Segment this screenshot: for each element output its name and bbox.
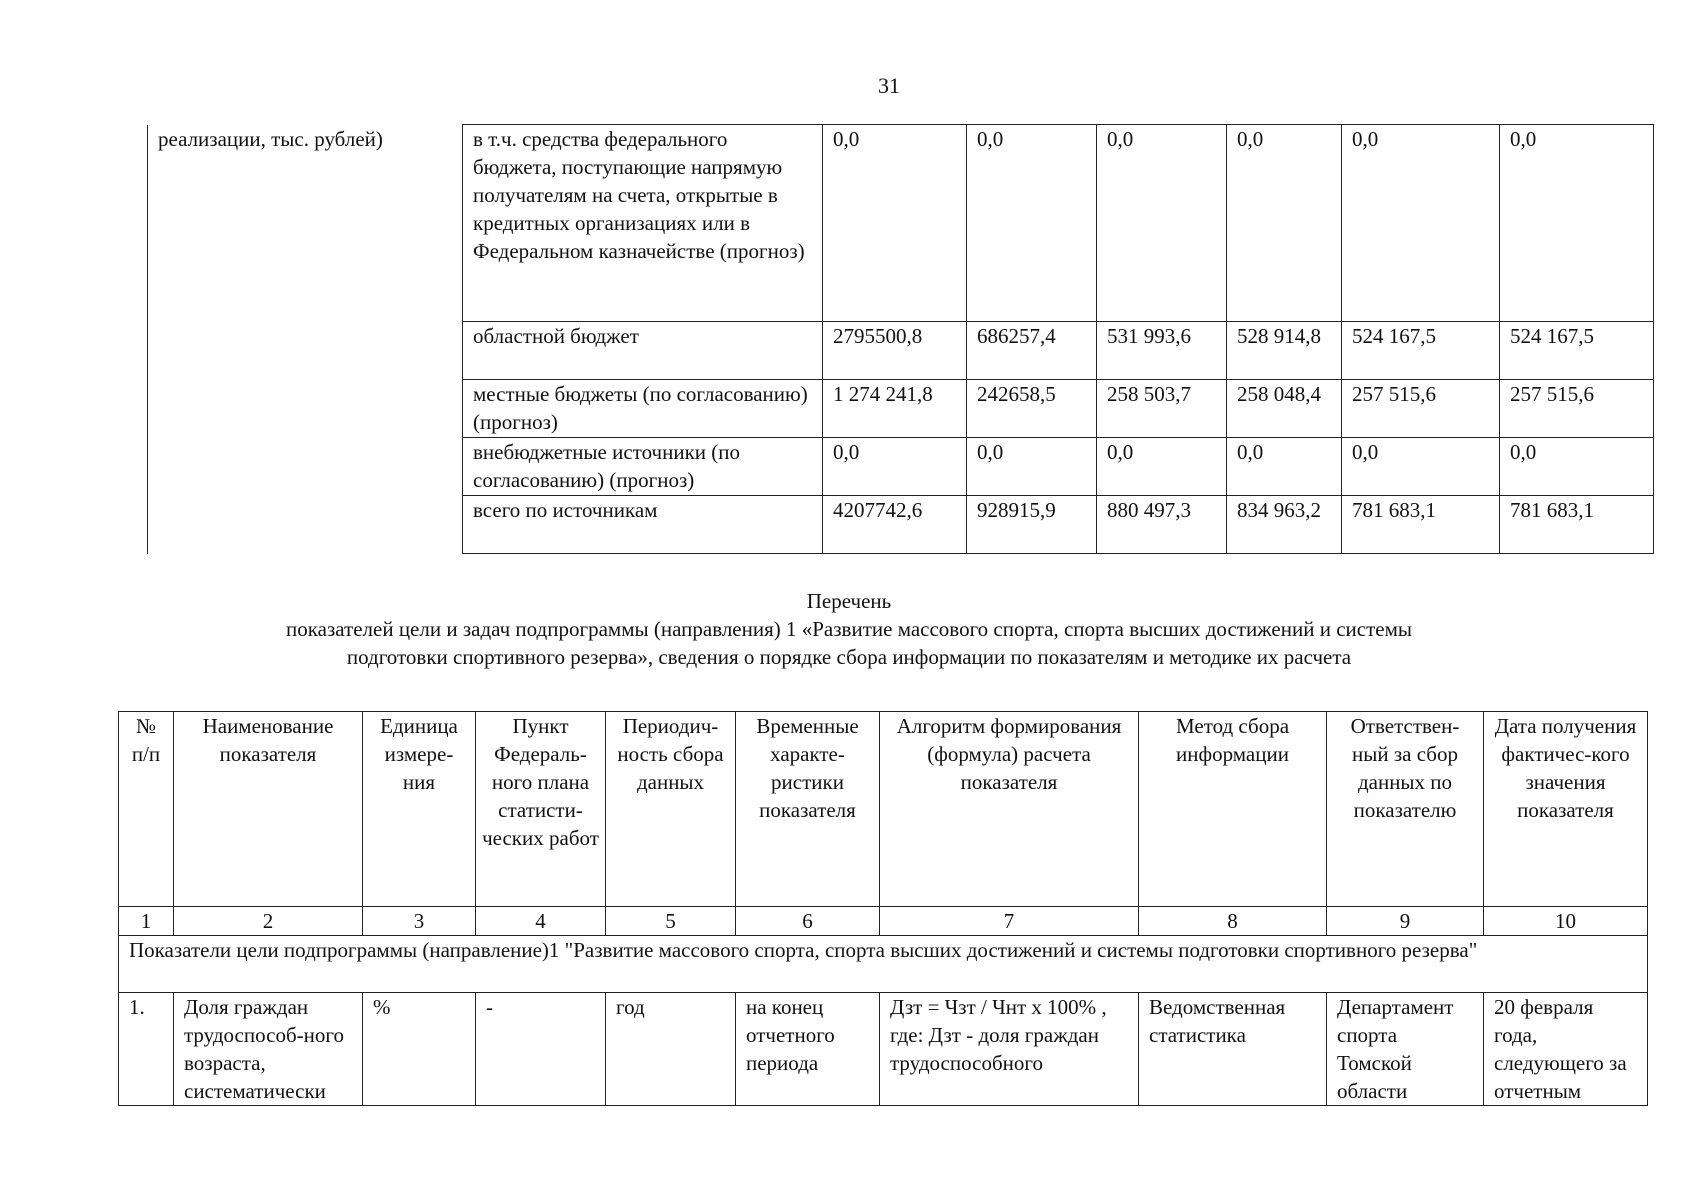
budget-value-cell: 0,0 <box>1342 438 1500 496</box>
budget-value-cell: 524 167,5 <box>1342 322 1500 380</box>
indicator-section-row <box>119 936 1648 993</box>
budget-value-cell: 524 167,5 <box>1500 322 1654 380</box>
budget-value-cell: 258 503,7 <box>1097 380 1227 438</box>
budget-source-cell: в т.ч. средства федерального бюджета, поступающие напрямую получателям на счета, открытые в кредитных организациях или в Федеральном казначействе (прогноз) <box>463 125 823 322</box>
indicator-column-number-cell: 8 <box>1139 907 1327 936</box>
budget-value-cell: 0,0 <box>1097 438 1227 496</box>
indicator-header-cell: № п/п <box>119 712 174 907</box>
budget-value-cell: 258 048,4 <box>1227 380 1342 438</box>
list-heading-line-3: подготовки спортивного резерва», сведения о порядке сбора информации по показателям и методике их расчета <box>346 645 1352 669</box>
budget-value-cell: 0,0 <box>1500 125 1654 322</box>
budget-value-cell: 1 274 241,8 <box>823 380 967 438</box>
budget-value-cell: 0,0 <box>1097 125 1227 322</box>
budget-value-cell: 0,0 <box>967 125 1097 322</box>
list-heading-title: Перечень <box>806 589 892 613</box>
indicator-data-cell: Доля граждан трудоспособ-ного возраста, систематически <box>174 993 363 1106</box>
indicator-header-cell: Алгоритм формирования (формула) расчета показателя <box>880 712 1139 907</box>
indicator-column-number-cell: 7 <box>880 907 1139 936</box>
budget-value-cell: 528 914,8 <box>1227 322 1342 380</box>
indicator-data-cell: год <box>606 993 736 1106</box>
budget-value-cell: 0,0 <box>823 125 967 322</box>
indicator-header-cell: Наименование показателя <box>174 712 363 907</box>
budget-value-cell: 781 683,1 <box>1500 496 1654 554</box>
budget-value-cell: 781 683,1 <box>1342 496 1500 554</box>
budget-value-cell: 0,0 <box>1500 438 1654 496</box>
indicator-header-cell: Периодич-ность сбора данных <box>606 712 736 907</box>
budget-value-cell: 0,0 <box>1227 125 1342 322</box>
indicator-header-cell: Пункт Федераль-ного плана статисти-ческих работ <box>476 712 606 907</box>
budget-value-cell: 257 515,6 <box>1500 380 1654 438</box>
indicator-table <box>118 711 1648 1106</box>
indicator-data-cell: на конец отчетного периода <box>736 993 880 1106</box>
budget-value-cell: 0,0 <box>1227 438 1342 496</box>
indicator-column-number-cell: 5 <box>606 907 736 936</box>
budget-table <box>147 124 1654 554</box>
indicator-data-cell: Ведомственная статистика <box>1139 993 1327 1106</box>
budget-source-cell: внебюджетные источники (по согласованию) (прогноз) <box>463 438 823 496</box>
budget-value-cell: 242658,5 <box>967 380 1097 438</box>
indicator-data-cell: Дзт = Чзт / Чнт х 100% , где: Дзт - доля граждан трудоспособного <box>880 993 1139 1106</box>
indicator-header-cell: Дата получения фактичес-кого значения показателя <box>1484 712 1648 907</box>
indicator-header-cell: Временные характе-ристики показателя <box>736 712 880 907</box>
indicator-header-cell: Метод сбора информации <box>1139 712 1327 907</box>
indicator-data-cell: % <box>363 993 476 1106</box>
indicator-data-cell: 20 февраля года, следующего за отчетным <box>1484 993 1648 1106</box>
list-heading-line-2: показателей цели и задач подпрограммы (направления) 1 «Развитие массового спорта, спорта высших достижений и системы <box>286 617 1412 641</box>
indicator-header-cell: Ответствен-ный за сбор данных по показателю <box>1327 712 1484 907</box>
indicator-column-number-cell: 3 <box>363 907 476 936</box>
budget-source-cell: местные бюджеты (по согласованию) (прогноз) <box>463 380 823 438</box>
indicator-column-number-cell: 1 <box>119 907 174 936</box>
indicator-column-number-cell: 6 <box>736 907 880 936</box>
indicator-data-row <box>119 993 1648 1106</box>
budget-value-cell: 928915,9 <box>967 496 1097 554</box>
indicator-data-cell: - <box>476 993 606 1106</box>
indicator-column-number-cell: 2 <box>174 907 363 936</box>
budget-row <box>148 125 1654 322</box>
page-number: 31 <box>878 73 900 98</box>
budget-value-cell: 0,0 <box>967 438 1097 496</box>
indicator-header-cell: Единица измере-ния <box>363 712 476 907</box>
indicator-data-cell: Департамент спорта Томской области <box>1327 993 1484 1106</box>
budget-value-cell: 2795500,8 <box>823 322 967 380</box>
budget-source-cell: всего по источникам <box>463 496 823 554</box>
budget-value-cell: 257 515,6 <box>1342 380 1500 438</box>
indicator-header-row <box>119 712 1648 907</box>
indicator-column-number-cell: 9 <box>1327 907 1484 936</box>
budget-value-cell: 834 963,2 <box>1227 496 1342 554</box>
indicator-section-title: Показатели цели подпрограммы (направление)1 "Развитие массового спорта, спорта высших достижений и системы подготовки спортивного резерва" <box>119 936 1648 993</box>
indicator-column-number-row <box>119 907 1648 936</box>
indicator-column-number-cell: 10 <box>1484 907 1648 936</box>
budget-value-cell: 0,0 <box>823 438 967 496</box>
indicator-column-number-cell: 4 <box>476 907 606 936</box>
budget-value-cell: 4207742,6 <box>823 496 967 554</box>
budget-label-cell: реализации, тыс. рублей) <box>148 125 463 554</box>
budget-source-cell: областной бюджет <box>463 322 823 380</box>
budget-value-cell: 880 497,3 <box>1097 496 1227 554</box>
budget-value-cell: 531 993,6 <box>1097 322 1227 380</box>
budget-value-cell: 686257,4 <box>967 322 1097 380</box>
indicator-data-cell: 1. <box>119 993 174 1106</box>
budget-value-cell: 0,0 <box>1342 125 1500 322</box>
